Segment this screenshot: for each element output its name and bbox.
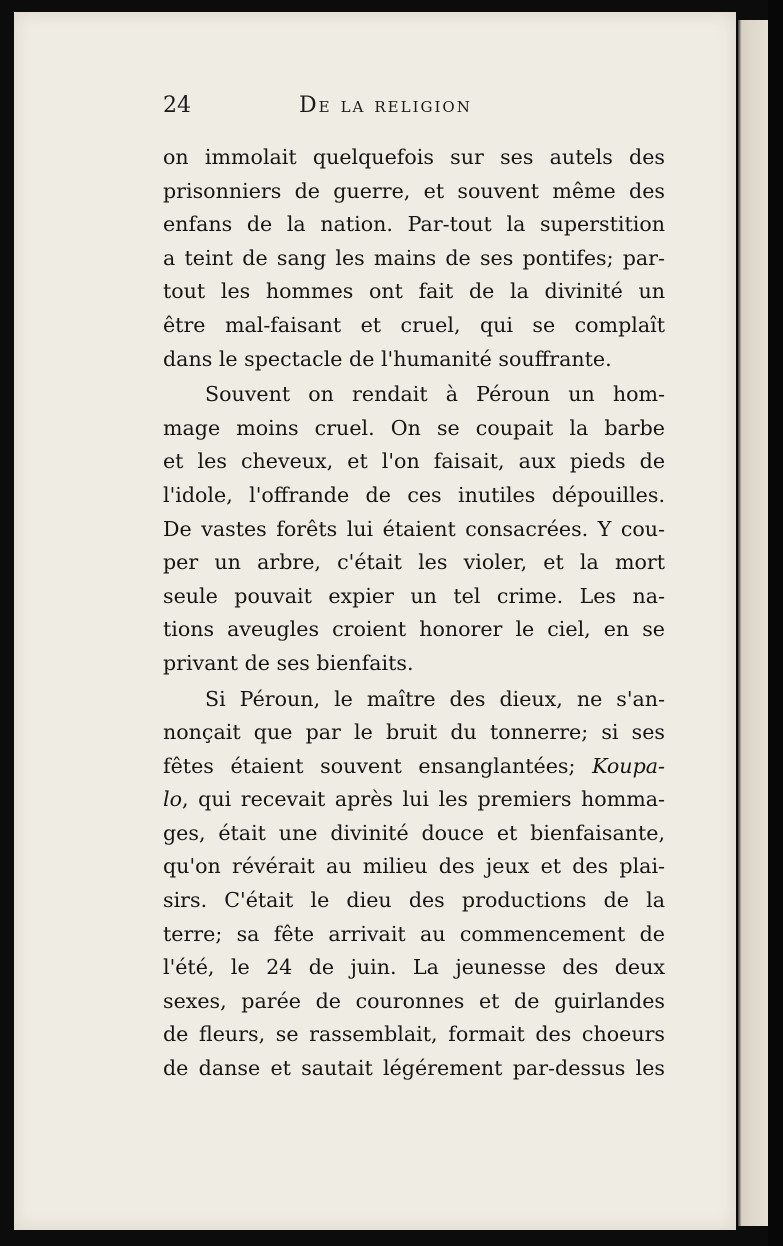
italic-name: lo — [163, 787, 182, 812]
text-line: per un arbre, c'était les violer, et la mort — [163, 550, 665, 575]
body-text — [163, 141, 665, 1086]
text-line: Souvent on rendait à Péroun un hom- — [205, 382, 665, 407]
text-line: de fleurs, se rassemblait, formait des choeurs — [163, 1022, 665, 1047]
text-line: et les cheveux, et l'on faisait, aux pieds de — [163, 449, 665, 474]
running-title: De la religion — [299, 93, 472, 118]
page-header — [163, 93, 663, 127]
text-line: prisonniers de guerre, et souvent même des — [163, 178, 665, 203]
page-number: 24 — [163, 93, 191, 118]
text-line: terre; sa fête arrivait au commencement de — [163, 921, 665, 946]
paragraph — [163, 141, 665, 376]
text-line: l'été, le 24 de juin. La jeunesse des deux — [163, 955, 665, 980]
text-line: de danse et sautait légérement par-dessus les — [163, 1056, 665, 1081]
text-line: privant de ses bienfaits. — [163, 650, 414, 675]
text-line: Si Péroun, le maître des dieux, ne s'an- — [205, 686, 665, 711]
text-line: tions aveugles croient honorer le ciel, en se — [163, 617, 665, 642]
text-line: nonçait que par le bruit du tonnerre; si ses — [163, 720, 665, 745]
text-segment: fêtes étaient souvent ensanglantées; — [163, 753, 576, 778]
text-line — [163, 783, 665, 817]
text-line: seule pouvait expier un tel crime. Les na- — [163, 583, 665, 608]
text-line: De vastes forêts lui étaient consacrées. Y cou- — [163, 516, 665, 541]
text-line: a teint de sang les mains de ses pontifes; par- — [163, 245, 665, 270]
text-line — [163, 750, 665, 784]
text-line: ges, était une divinité douce et bienfaisante, — [163, 820, 665, 845]
text-line: être mal-faisant et cruel, qui se complaît — [163, 312, 665, 337]
text-line: sexes, parée de couronnes et de guirlandes — [163, 988, 665, 1013]
text-line: qu'on révérait au milieu des jeux et des plai- — [163, 854, 665, 879]
text-line: on immolait quelquefois sur ses autels des — [163, 145, 665, 169]
paragraph — [163, 378, 665, 680]
italic-name: Koupa- — [592, 753, 665, 778]
text-segment: , qui recevait après lui les premiers homma- — [182, 787, 665, 812]
text-line: sirs. C'était le dieu des productions de la — [163, 888, 665, 913]
text-line: mage moins cruel. On se coupait la barbe — [163, 415, 665, 440]
text-line: l'idole, l'offrande de ces inutiles dépouilles. — [163, 482, 665, 507]
paragraph — [163, 683, 665, 1086]
text-line: dans le spectacle de l'humanité souffrante. — [163, 346, 612, 371]
book-edge — [768, 0, 783, 1246]
text-line: tout les hommes ont fait de la divinité un — [163, 279, 665, 304]
text-line: enfans de la nation. Par-tout la superstition — [163, 212, 665, 237]
adjacent-page-edge — [738, 20, 768, 1226]
